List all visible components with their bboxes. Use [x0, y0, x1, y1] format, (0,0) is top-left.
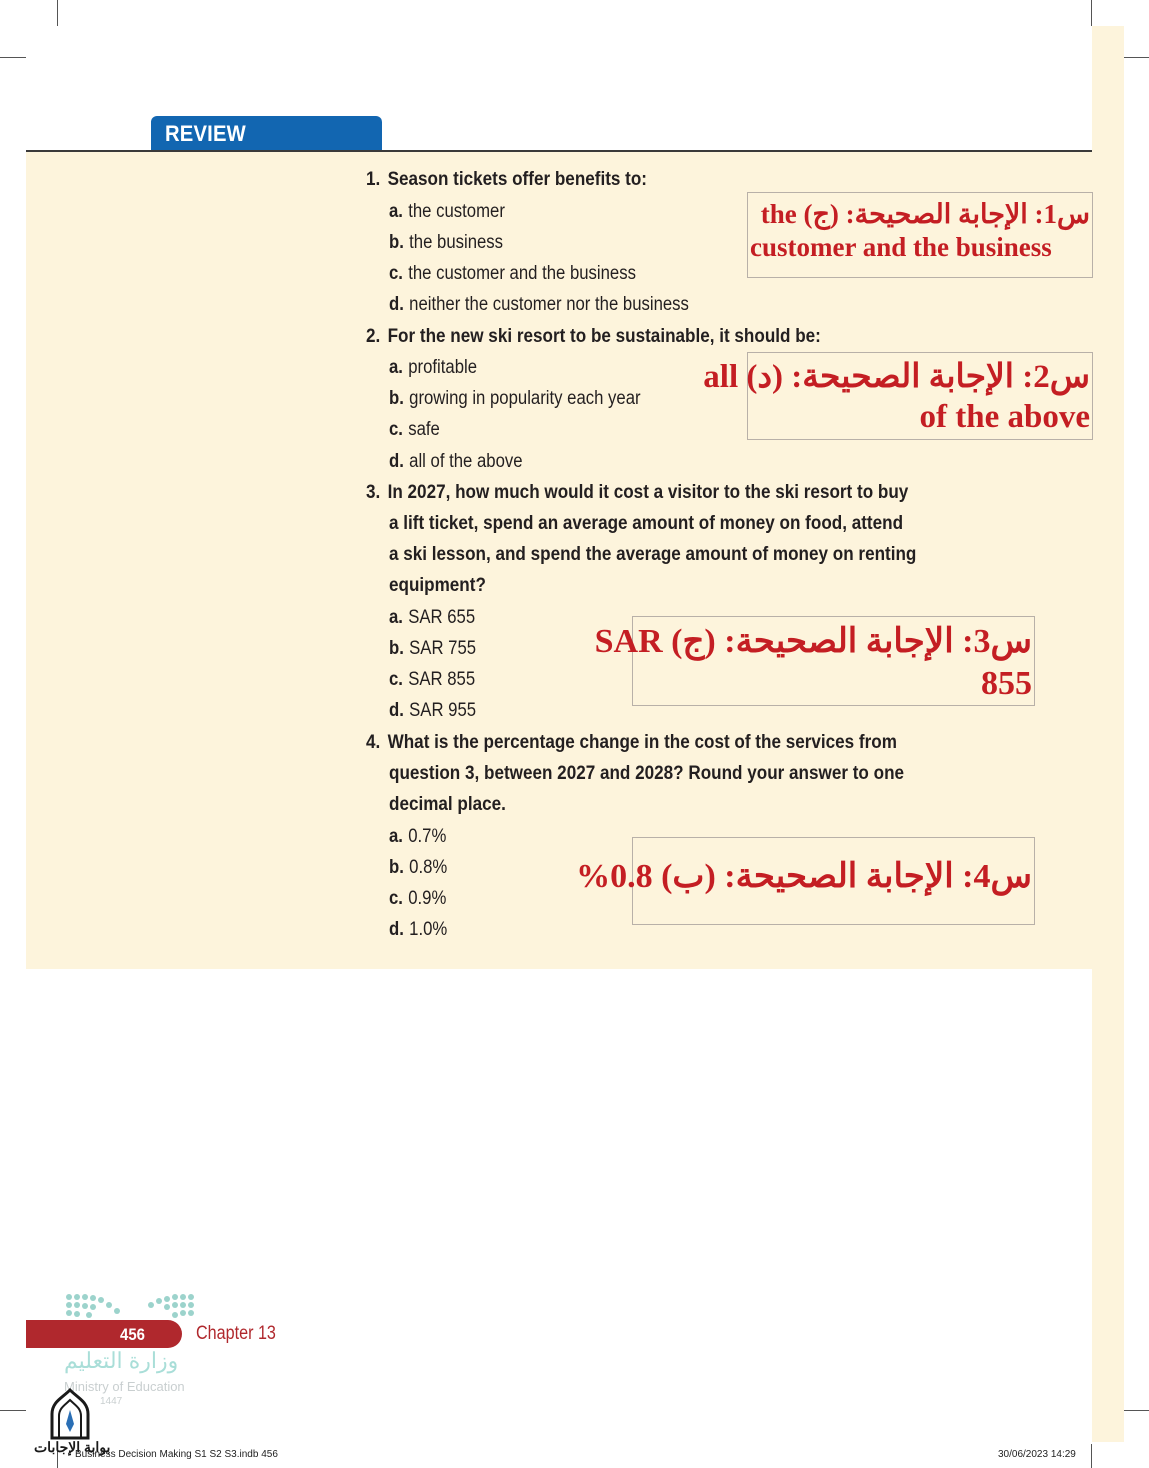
question-2-option-d: d. all of the above	[389, 451, 523, 472]
answer-box-2	[703, 352, 1093, 440]
crop-mark	[1091, 0, 1092, 26]
portal-name: بوابة الإجابات	[34, 1439, 111, 1455]
answer-2-line-1: س2: الإجابة الصحيحة: (د) all	[703, 359, 1090, 395]
crop-mark	[1123, 1410, 1149, 1411]
answer-1-line-1: س1: الإجابة الصحيحة: (ج) the	[760, 199, 1090, 229]
page-edge-strip	[1092, 26, 1124, 1442]
print-slug-file: Business Decision Making S1 S2 S3.indb 456	[75, 1449, 278, 1460]
question-2-option-c: c. safe	[389, 419, 440, 440]
question-4: 4. What is the percentage change in the cost of the services from	[366, 732, 897, 753]
question-3-option-b: b. SAR 755	[389, 638, 477, 659]
question-3-option-d: d. SAR 955	[389, 700, 477, 721]
crop-mark	[0, 57, 26, 58]
answer-box-4	[576, 837, 1035, 925]
question-4-option-c: c. 0.9%	[389, 888, 447, 909]
question-4-option-b: b. 0.8%	[389, 857, 448, 878]
answer-2-line-2: of the above	[919, 399, 1090, 435]
answer-3-line-2: 855	[981, 665, 1032, 702]
crop-mark	[57, 0, 58, 26]
question-3-line-3: a ski lesson, and spend the average amount of money on renting	[389, 544, 917, 565]
answer-3-line-1: س3: الإجابة الصحيحة: (ج) SAR	[594, 623, 1032, 660]
question-2-option-b: b. growing in popularity each year	[389, 388, 641, 409]
question-2: 2. For the new ski resort to be sustainable, it should be:	[366, 326, 821, 347]
ministry-name-arabic: وزارة التعليم	[64, 1348, 179, 1373]
section-heading-tab	[151, 116, 382, 152]
question-4-option-a: a. 0.7%	[389, 826, 447, 847]
question-1-option-d: d. neither the customer nor the business	[389, 294, 689, 315]
question-3-option-c: c. SAR 855	[389, 669, 476, 690]
section-heading: REVIEW	[165, 121, 246, 146]
question-1-option-a: a. the customer	[389, 201, 505, 222]
answer-box-1	[747, 192, 1093, 278]
question-4-line-2: question 3, between 2027 and 2028? Round your answer to one	[389, 763, 905, 784]
crop-mark	[0, 1410, 26, 1411]
question-3-line-4: equipment?	[389, 575, 486, 596]
crop-mark	[1091, 1444, 1092, 1468]
question-1-option-b: b. the business	[389, 232, 504, 253]
heading-rule	[26, 150, 1092, 152]
answer-box-3	[594, 616, 1035, 706]
question-3-line-2: a lift ticket, spend an average amount of money on food, attend	[389, 513, 904, 534]
question-3: 3. In 2027, how much would it cost a visitor to the ski resort to buy	[366, 482, 909, 503]
page-number: 456	[120, 1325, 145, 1344]
question-3-option-a: a. SAR 655	[389, 607, 476, 628]
question-1-option-c: c. the customer and the business	[389, 263, 636, 284]
portal-logo-icon	[48, 1388, 92, 1440]
answer-4-line-1: س4: الإجابة الصحيحة: (ب) 0.8%	[576, 858, 1032, 895]
crop-mark	[1123, 57, 1149, 58]
print-slug-date: 30/06/2023 14:29	[998, 1449, 1076, 1460]
ministry-year: 1447	[100, 1396, 123, 1407]
question-1: 1. Season tickets offer benefits to:	[366, 169, 648, 190]
question-4-option-d: d. 1.0%	[389, 919, 448, 940]
question-2-option-a: a. profitable	[389, 357, 478, 378]
ministry-name-english: Ministry of Education	[64, 1379, 185, 1394]
page-number-tab	[26, 1320, 182, 1348]
chapter-label: Chapter 13	[196, 1323, 276, 1344]
question-4-line-3: decimal place.	[389, 794, 506, 815]
answer-1-line-2: customer and the business	[750, 232, 1052, 262]
